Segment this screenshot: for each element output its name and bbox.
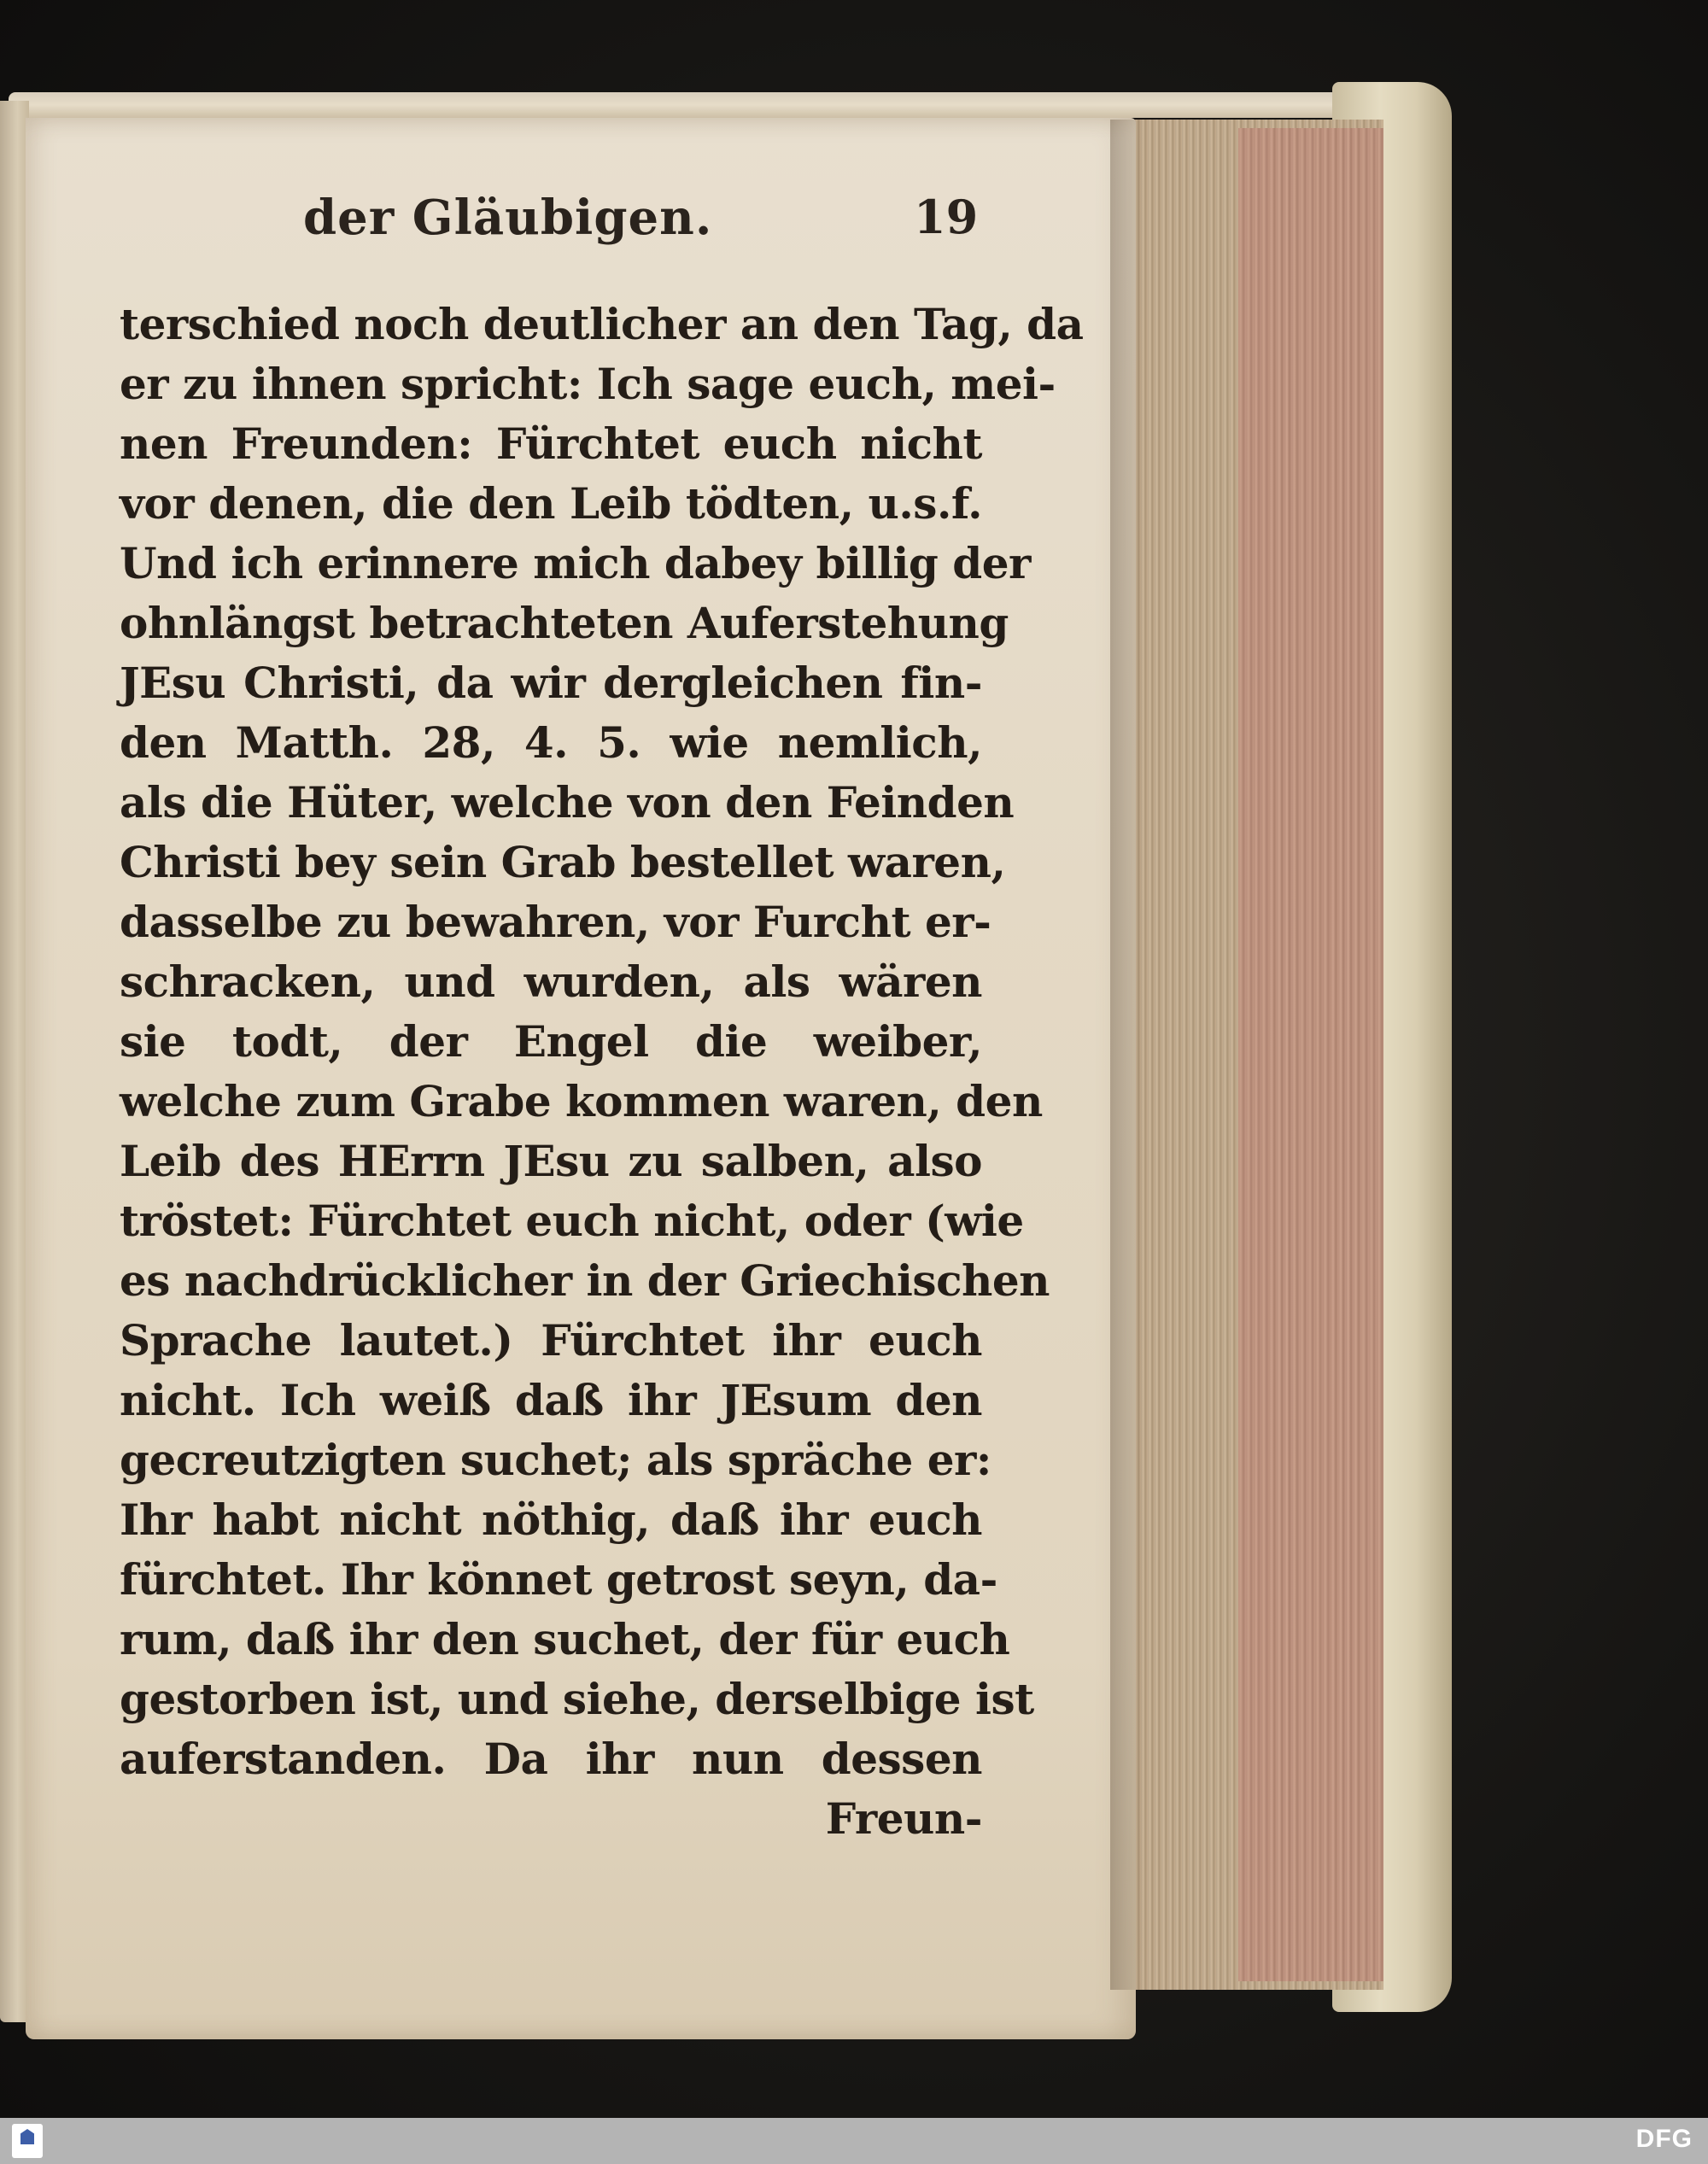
text-line: gestorben ist, und siehe, derselbige ist [120, 1674, 1034, 1724]
text-line: JEsu Christi, da wir dergleichen fin- [120, 658, 982, 708]
text-line: schracken, und wurden, als wären [120, 956, 982, 1007]
running-head: der Gläubigen. [303, 190, 713, 246]
text-line: Christi bey sein Grab bestellet waren, [120, 837, 1006, 887]
text-line: vor denen, die den Leib tödten, u.s.f. [120, 478, 982, 529]
text-line: gecreutzigten suchet; als spräche er: [120, 1435, 991, 1485]
text-line: den Matth. 28, 4. 5. wie nemlich, [120, 717, 982, 768]
text-line: auferstanden. Da ihr nun dessen [120, 1734, 982, 1784]
page-gutter-shadow [1110, 120, 1144, 1990]
text-line: Sprache lautet.) Fürchtet ihr euch [120, 1315, 982, 1366]
page-number: 19 [914, 190, 979, 244]
text-line: er zu ihnen spricht: Ich sage euch, mei- [120, 359, 1056, 409]
dfg-logo[interactable]: DFG [1635, 2125, 1693, 2153]
text-line: ohnlängst betrachteten Auferstehung [120, 598, 1009, 648]
text-line: fürchtet. Ihr könnet getrost seyn, da- [120, 1554, 997, 1605]
text-line: rum, daß ihr den suchet, der für euch [120, 1614, 1010, 1664]
page-block-red-edge [1238, 128, 1383, 1981]
text-line: nicht. Ich weiß daß ihr JEsum den [120, 1375, 982, 1425]
viewer-footer-bar [0, 2118, 1708, 2164]
previous-page-edge [0, 101, 29, 2022]
text-line: Leib des HErrn JEsu zu salben, also [120, 1136, 982, 1186]
body-text [120, 295, 1084, 1849]
book-top-edge [9, 92, 1426, 118]
text-line: nen Freunden: Fürchtet euch nicht [120, 418, 982, 469]
text-line: welche zum Grabe kommen waren, den [120, 1076, 1043, 1126]
catchword: Freun- [825, 1793, 982, 1844]
text-line: als die Hüter, welche von den Feinden [120, 777, 1015, 828]
text-line: sie todt, der Engel die weiber, [120, 1016, 982, 1067]
text-line: es nachdrücklicher in der Griechischen [120, 1255, 1050, 1306]
text-line: Ihr habt nicht nöthig, daß ihr euch [120, 1494, 982, 1545]
text-line: Und ich erinnere mich dabey billig der [120, 538, 1031, 588]
library-logo-icon[interactable] [12, 2124, 43, 2158]
text-line: terschied noch deutlicher an den Tag, da [120, 299, 1084, 349]
text-line: dasselbe zu bewahren, vor Furcht er- [120, 897, 991, 947]
text-line: tröstet: Fürchtet euch nicht, oder (wie [120, 1196, 1024, 1246]
